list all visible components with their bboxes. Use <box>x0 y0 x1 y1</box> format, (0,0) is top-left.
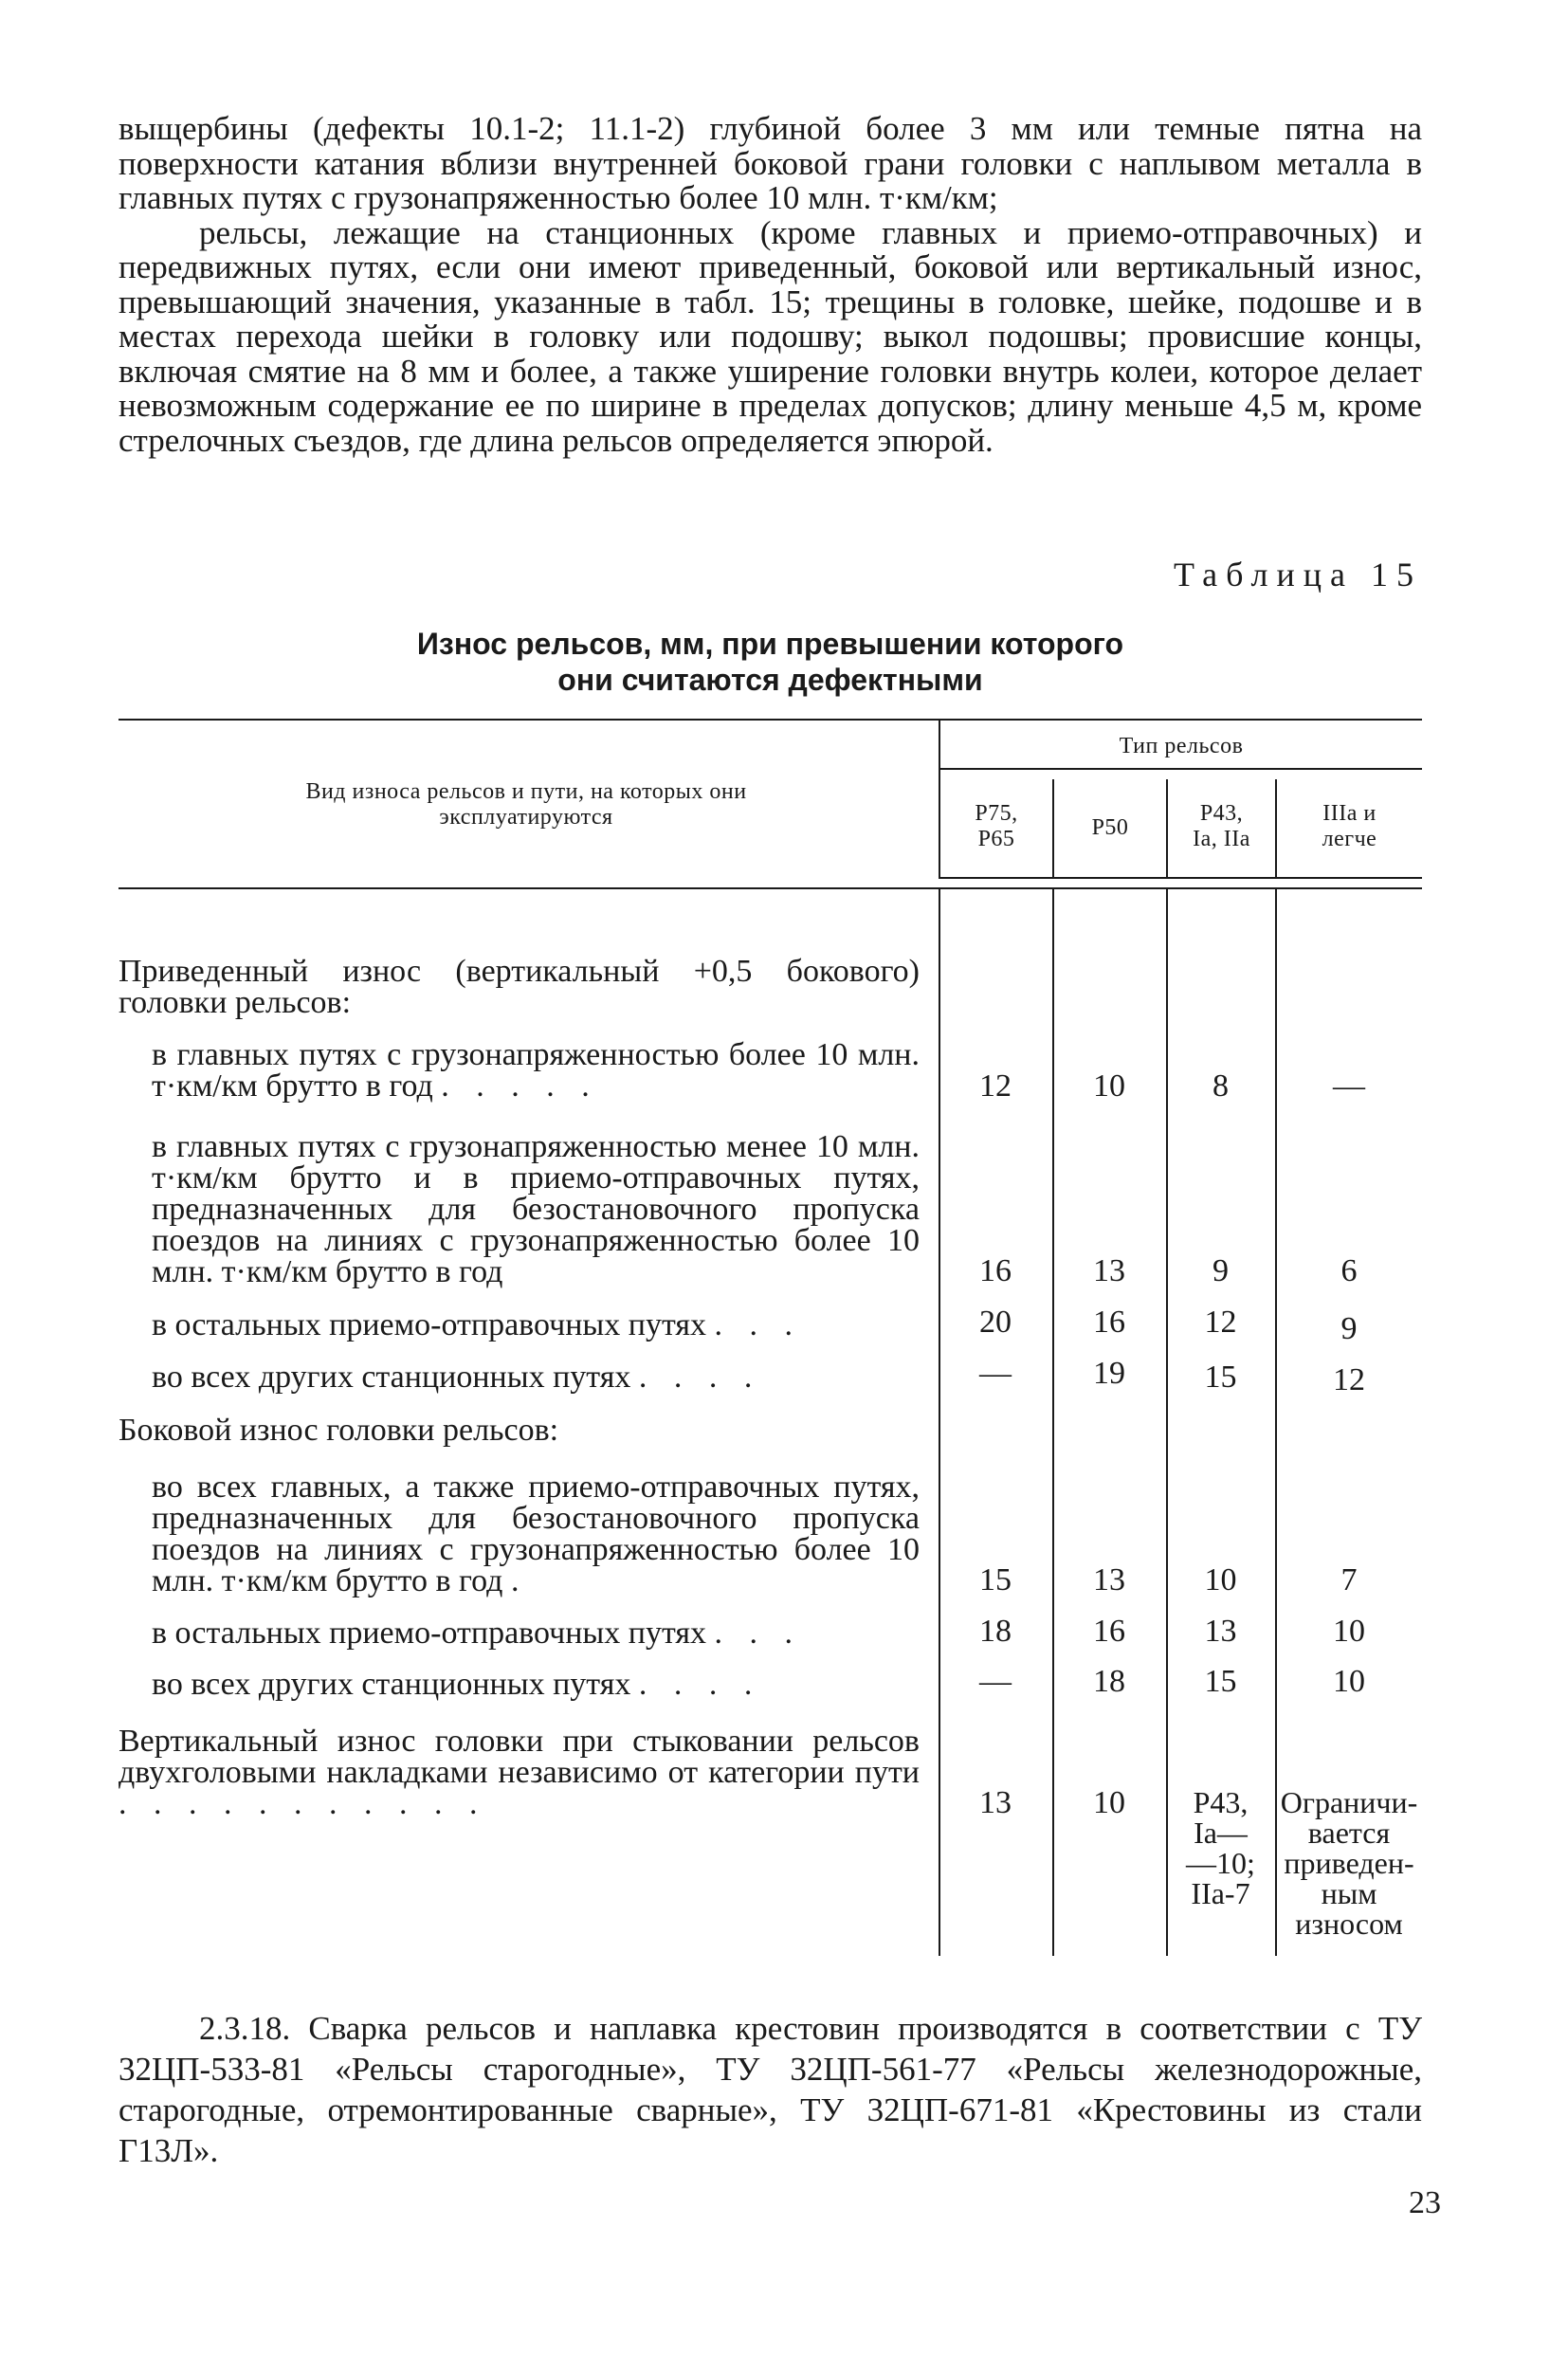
row2-p43: 9 <box>1212 1253 1229 1288</box>
leader-dots: . . . . . <box>441 1068 599 1104</box>
row6-p75: 15 <box>979 1562 1012 1597</box>
header-bottom-rule <box>939 877 1422 879</box>
row3-p43: 12 <box>1204 1305 1237 1340</box>
row-text: Приведенный износ (вертикальный +0,5 бокового) головки рельсов: <box>119 954 920 1020</box>
row1-p43: 8 <box>1212 1068 1229 1104</box>
row-side-wear-heading <box>119 1415 920 1446</box>
header-type-p75-p65 <box>940 801 1052 852</box>
row-text: в остальных приемо-отправочных путях <box>152 1616 707 1651</box>
row6-p43: 10 <box>1204 1562 1237 1597</box>
table-title-line-1: Износ рельсов, мм, при превышении которого <box>416 627 1124 661</box>
row8-p43: 15 <box>1204 1664 1237 1699</box>
row-text: Боковой износ головки рельсов: <box>119 1413 559 1448</box>
row9-p43-line: Р43, <box>1193 1785 1249 1819</box>
row-text: во всех других станционных путях <box>152 1667 631 1702</box>
row7-iiia: 10 <box>1333 1614 1365 1649</box>
row1-p50: 10 <box>1093 1068 1125 1104</box>
row1-p75: 12 <box>979 1068 1012 1104</box>
row9-iiia-line: вается <box>1307 1816 1391 1850</box>
row-text: в остальных приемо-отправочных путях <box>152 1307 707 1342</box>
page-number: 23 <box>1409 2185 1441 2220</box>
type-group-rule <box>939 768 1422 770</box>
header-wear-type-line-2: эксплуатируются <box>439 805 613 830</box>
row-side-other-receiving <box>152 1617 920 1649</box>
body-top-rule <box>119 887 1422 889</box>
body-divider-3 <box>1275 889 1277 1956</box>
section-2-3-18-paragraph: 2.3.18. Сварка рельсов и наплавка крестовин производятся в соответствии с ТУ 32ЦП-533-81 «Рельсы старогодные», ТУ 32ЦП-561-77 «Рельсы железнодорожные, старогодные, отремонтированные сварные», ТУ 32ЦП-671-81 «Крестовины из стали Г13Л». <box>119 2010 1422 2169</box>
row8-p75: — <box>979 1664 1012 1699</box>
leader-dots: . . . . . . . . . . . <box>119 1786 487 1821</box>
row9-p75: 13 <box>979 1785 1012 1820</box>
row4-p50: 19 <box>1093 1356 1125 1391</box>
row-text: во всех других станционных путях <box>152 1360 631 1395</box>
table-label: Таблица 15 <box>1174 556 1422 593</box>
header-type-p43-label: Р43, <box>1199 801 1244 826</box>
leader-dots: . . . <box>714 1616 803 1651</box>
row9-p43-line: —10; <box>1186 1846 1255 1880</box>
row9-p43-line: Iа— <box>1194 1816 1248 1850</box>
intro-paragraph-1: выщербины (дефекты 10.1-2; 11.1-2) глубиной более 3 мм или темные пятна на поверхности катания вблизи внутренней боковой грани головки с наплывом металла в главных путях с грузонапряженностью более 10 млн. т·км/км; <box>119 110 1422 216</box>
row6-iiia: 7 <box>1340 1562 1358 1597</box>
leader-dots: . . . . <box>638 1360 762 1395</box>
row-side-all-main <box>152 1471 920 1597</box>
header-wear-type <box>119 779 934 831</box>
row2-iiia: 6 <box>1340 1253 1358 1288</box>
header-rail-types: Тип рельсов <box>1119 734 1244 758</box>
row9-p50: 10 <box>1093 1785 1125 1820</box>
row-other-receiving <box>152 1309 920 1341</box>
row8-p50: 18 <box>1093 1664 1125 1699</box>
leader-dots: . <box>510 1563 529 1598</box>
row-side-other-station <box>152 1669 920 1700</box>
header-type-p43 <box>1168 801 1275 852</box>
row7-p75: 18 <box>979 1614 1012 1649</box>
table-top-rule <box>119 719 1422 721</box>
header-type-p50-label: Р50 <box>1091 815 1129 840</box>
row3-p50: 16 <box>1093 1305 1125 1340</box>
row-reduced-wear-heading <box>119 956 920 1018</box>
row3-iiia: 9 <box>1340 1311 1358 1346</box>
row-other-station <box>152 1361 920 1393</box>
row9-iiia-line: Ограничи- <box>1280 1785 1418 1819</box>
header-type-p75: Р75, <box>975 801 1018 826</box>
row3-p75: 20 <box>979 1305 1012 1340</box>
row9-iiia-line: приведен- <box>1284 1846 1414 1880</box>
header-type-iiia-label: IIIа и <box>1322 801 1377 826</box>
row1-iiia: — <box>1333 1068 1365 1104</box>
row9-iiia <box>1278 1787 1420 1939</box>
intro-paragraph-2: рельсы, лежащие на станционных (кроме главных и приемо-отправочных) и передвижных путях, если они имеют приведенный, боковой или вертикальный износ, превышающий значения, указанные в табл. 15; трещины в головке, шейке, подошве и в местах перехода шейки в головку или подошву; выкол подошвы; провисшие концы, включая смятие на 8 мм и более, а также уширение головки внутрь колеи, которое делает невозможным содержание ее по ширине в пределах допусков; длину меньше 4,5 м, кроме стрелочных съездов, где длина рельсов определяется эпюрой. <box>119 213 1422 459</box>
row7-p43: 13 <box>1204 1614 1237 1649</box>
row9-p43 <box>1166 1787 1275 1908</box>
row-text: во всех главных, а также приемо-отправочных путях, предназначенных для безостановочного пропуска поездов на линиях с грузонапряженностью более 10 млн. т·км/км брутто в год <box>152 1470 920 1598</box>
header-type-iiia <box>1277 801 1422 852</box>
row-text: в главных путях с грузонапряженностью более 10 млн. т·км/км брутто в год <box>152 1037 920 1104</box>
row-text: Вертикальный износ головки при стыковании рельсов двухголовыми накладками независимо от категории пути <box>119 1724 920 1790</box>
table-title-line-2: они считаются дефектными <box>557 663 983 697</box>
row4-p43: 15 <box>1204 1360 1237 1395</box>
row6-p50: 13 <box>1093 1562 1125 1597</box>
header-wear-type-line-1: Вид износа рельсов и пути, на которых они <box>305 779 747 804</box>
row2-p50: 13 <box>1093 1253 1125 1288</box>
row-text: в главных путях с грузонапряженностью менее 10 млн. т·км/км брутто и в приемо-отправочных путях, предназначенных для безостановочного пропуска поездов на линиях с грузонапряженностью более 10 млн. т·км/км брутто в год <box>152 1129 920 1289</box>
header-type-ia-iia: Iа, IIа <box>1193 827 1250 851</box>
row4-iiia: 12 <box>1333 1362 1365 1397</box>
row9-iiia-line: износом <box>1295 1907 1403 1941</box>
row7-p50: 16 <box>1093 1614 1125 1649</box>
header-type-p50 <box>1054 815 1166 841</box>
row4-p75: — <box>979 1356 1012 1391</box>
row-vertical-wear <box>119 1725 920 1819</box>
row-main-under-10 <box>152 1131 920 1287</box>
row9-iiia-line: ным <box>1321 1876 1377 1910</box>
header-type-lighter: легче <box>1322 827 1377 851</box>
row9-p43-line: IIа-7 <box>1191 1876 1250 1910</box>
leader-dots: . . . <box>714 1307 803 1342</box>
row-main-over-10 <box>152 1039 920 1102</box>
intro-text <box>119 112 1422 458</box>
leader-dots: . . . . <box>638 1667 762 1702</box>
row8-iiia: 10 <box>1333 1664 1365 1699</box>
table-title <box>119 626 1422 698</box>
header-type-p65: Р65 <box>977 827 1015 851</box>
row2-p75: 16 <box>979 1253 1012 1288</box>
